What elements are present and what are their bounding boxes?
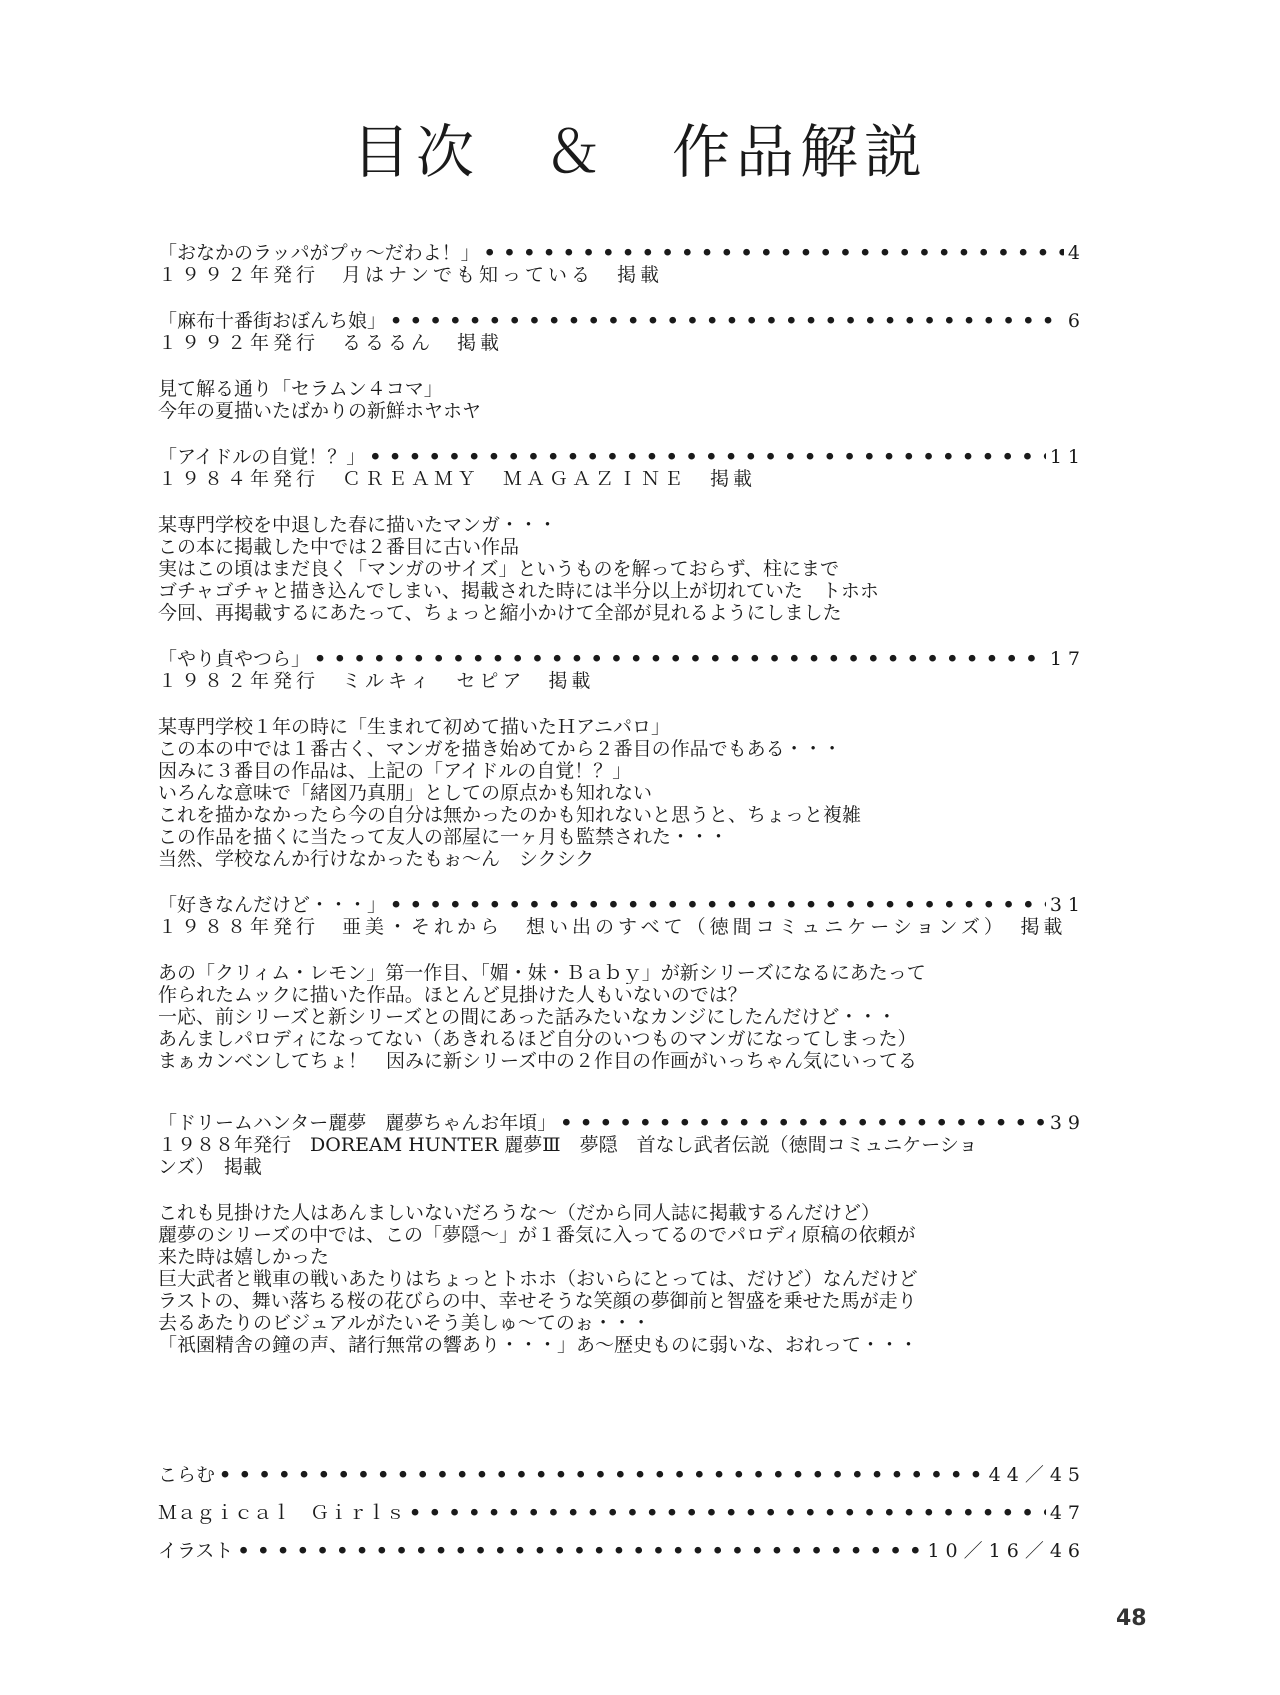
extra-page: 44／45	[988, 1464, 1086, 1486]
toc-entry	[158, 446, 1086, 468]
toc-entry	[158, 894, 1086, 916]
toc-extra	[158, 1498, 1086, 1536]
page-title: 目次 ＆ 作品解説	[351, 118, 928, 186]
dot-leader	[237, 1540, 923, 1562]
entry-publication: １９９２年発行 月はナンでも知っている 掲載	[158, 264, 664, 286]
dot-leader	[409, 1502, 1046, 1524]
entry-note: 今年の夏描いたばかりの新鮮ホヤホヤ	[158, 400, 482, 422]
entry-note: 去るあたりのビジュアルがたいそう美しゅ～てのぉ・・・	[158, 1312, 651, 1334]
extra-title: Ｍａｇｉｃａｌ Ｇｉｒｌｓ	[158, 1502, 406, 1524]
entry-note: 実はこの頃はまだ良く「マンガのサイズ」というものを解っておらず、柱にまで	[158, 558, 839, 580]
dot-leader	[484, 242, 1064, 264]
entry-publication: １９８２年発行 ミルキィ セピア 掲載	[158, 670, 595, 692]
extras-list	[158, 1460, 1086, 1574]
extra-title: イラスト	[158, 1540, 234, 1562]
entry-page: 4	[1067, 242, 1086, 264]
dot-leader	[219, 1464, 985, 1486]
entry-note: この本に掲載した中では２番目に古い作品	[158, 536, 520, 558]
extra-title: こらむ	[158, 1464, 216, 1486]
entry-note: 某専門学校１年の時に「生まれて初めて描いたＨアニパロ」	[158, 716, 671, 738]
entry-note: まぁカンベンしてちょ！ 因みに新シリーズ中の２作目の作画がいっちゃん気にいってる	[158, 1050, 918, 1072]
page-number: 48	[1116, 1606, 1147, 1631]
entry-title: 「やり貞やつら」	[158, 648, 311, 670]
entry-note: これも見掛けた人はあんましいないだろうな～（だから同人誌に掲載するんだけど）	[158, 1202, 881, 1224]
entry-title: 「麻布十番街おぼんち娘」	[158, 310, 387, 332]
entry-note: ラストの、舞い落ちる桜の花びらの中、幸せそうな笑顔の夢御前と智盛を乗せた馬が走り	[158, 1290, 917, 1312]
entry-note: ゴチャゴチャと描き込んでしまい、掲載された時には半分以上が切れていた トホホ	[158, 580, 879, 602]
entry-page: 6	[1067, 310, 1086, 332]
dot-leader	[560, 1112, 1046, 1134]
toc-entry	[158, 648, 1086, 670]
entry-publication-cont: ンズ） 掲載	[158, 1156, 262, 1178]
dot-leader	[390, 310, 1064, 332]
extra-page: 10／16／46	[927, 1540, 1086, 1562]
entry-note: あんましパロディになってない（あきれるほど自分のいつものマンガになってしまった）	[158, 1028, 917, 1050]
entry-note: 因みに３番目の作品は、上記の「アイドルの自覚！？」	[158, 760, 632, 782]
entry-note: 見て解る通り「セラムン４コマ」	[158, 378, 443, 400]
entry-note: 麗夢のシリーズの中では、この「夢隠～」が１番気に入ってるのでパロディ原稿の依頼が	[158, 1224, 916, 1246]
toc-entry	[158, 1112, 1086, 1134]
entry-title: 「アイドルの自覚！？」	[158, 446, 366, 468]
entry-note: あの「クリィム・レモン」第一作目、「媚・妹・Ｂａｂｙ」が新シリーズになるにあたって	[158, 962, 926, 984]
entry-title: 「おなかのラッパがプゥ～だわよ！」	[158, 242, 480, 264]
entry-note: 今回、再掲載するにあたって、ちょっと縮小かけて全部が見れるようにしました	[158, 602, 842, 624]
entry-publication: １９８８年発行 DOREAM HUNTER 麗夢Ⅲ 夢隠 首なし武者伝説（徳間コミュニケーショ	[158, 1134, 978, 1156]
entry-title: 「好きなんだけど・・・」	[158, 894, 387, 916]
dot-leader	[390, 894, 1046, 916]
entry-note: 某専門学校を中退した春に描いたマンガ・・・	[158, 514, 558, 536]
entry-publication: １９８８年発行 亜美・それから 想い出のすべて（徳間コミュニケーションズ） 掲載	[158, 916, 1067, 938]
entry-page: 11	[1049, 446, 1086, 468]
extra-page: 47	[1049, 1502, 1086, 1524]
entry-page: 31	[1049, 894, 1086, 916]
entry-note: この本の中では１番古く、マンガを描き始めてから２番目の作品でもある・・・	[158, 738, 842, 760]
toc-entry	[158, 310, 1086, 332]
entry-note: 巨大武者と戦車の戦いあたりはちょっとトホホ（おいらにとっては、だけど）なんだけど	[158, 1268, 918, 1290]
entry-note: これを描かなかったら今の自分は無かったのかも知れないと思うと、ちょっと複雑	[158, 804, 862, 826]
entry-note: 「祇園精舎の鐘の声、諸行無常の響あり・・・」あ～歴史ものに弱いな、おれって・・・	[158, 1334, 919, 1356]
entry-note: この作品を描くに当たって友人の部屋に一ヶ月も監禁された・・・	[158, 826, 729, 848]
entry-publication: １９８４年発行 ＣＲＥＡＭＹ ＭＡＧＡＺＩＮＥ 掲載	[158, 468, 757, 490]
entry-note: 来た時は嬉しかった	[158, 1246, 330, 1268]
toc-extra	[158, 1536, 1086, 1574]
entry-page: 39	[1049, 1112, 1086, 1134]
toc-entry	[158, 242, 1086, 264]
entry-note: 一応、前シリーズと新シリーズとの間にあった話みたいなカンジにしたんだけど・・・	[158, 1006, 897, 1028]
dot-leader	[314, 648, 1046, 670]
entry-page: 17	[1049, 648, 1086, 670]
dot-leader	[369, 446, 1046, 468]
toc-content	[158, 242, 1086, 1356]
entry-note: 当然、学校なんか行けなかったもぉ～ん シクシク	[158, 848, 595, 870]
entry-title: 「ドリームハンター麗夢 麗夢ちゃんお年頃」	[158, 1112, 557, 1134]
entry-note: いろんな意味で「緒図乃真朋」としての原点かも知れない	[158, 782, 653, 804]
entry-publication: １９９２年発行 るるるん 掲載	[158, 332, 504, 354]
toc-extra	[158, 1460, 1086, 1498]
entry-note: 作られたムックに描いた作品。ほとんど見掛けた人もいないのでは？	[158, 984, 747, 1006]
